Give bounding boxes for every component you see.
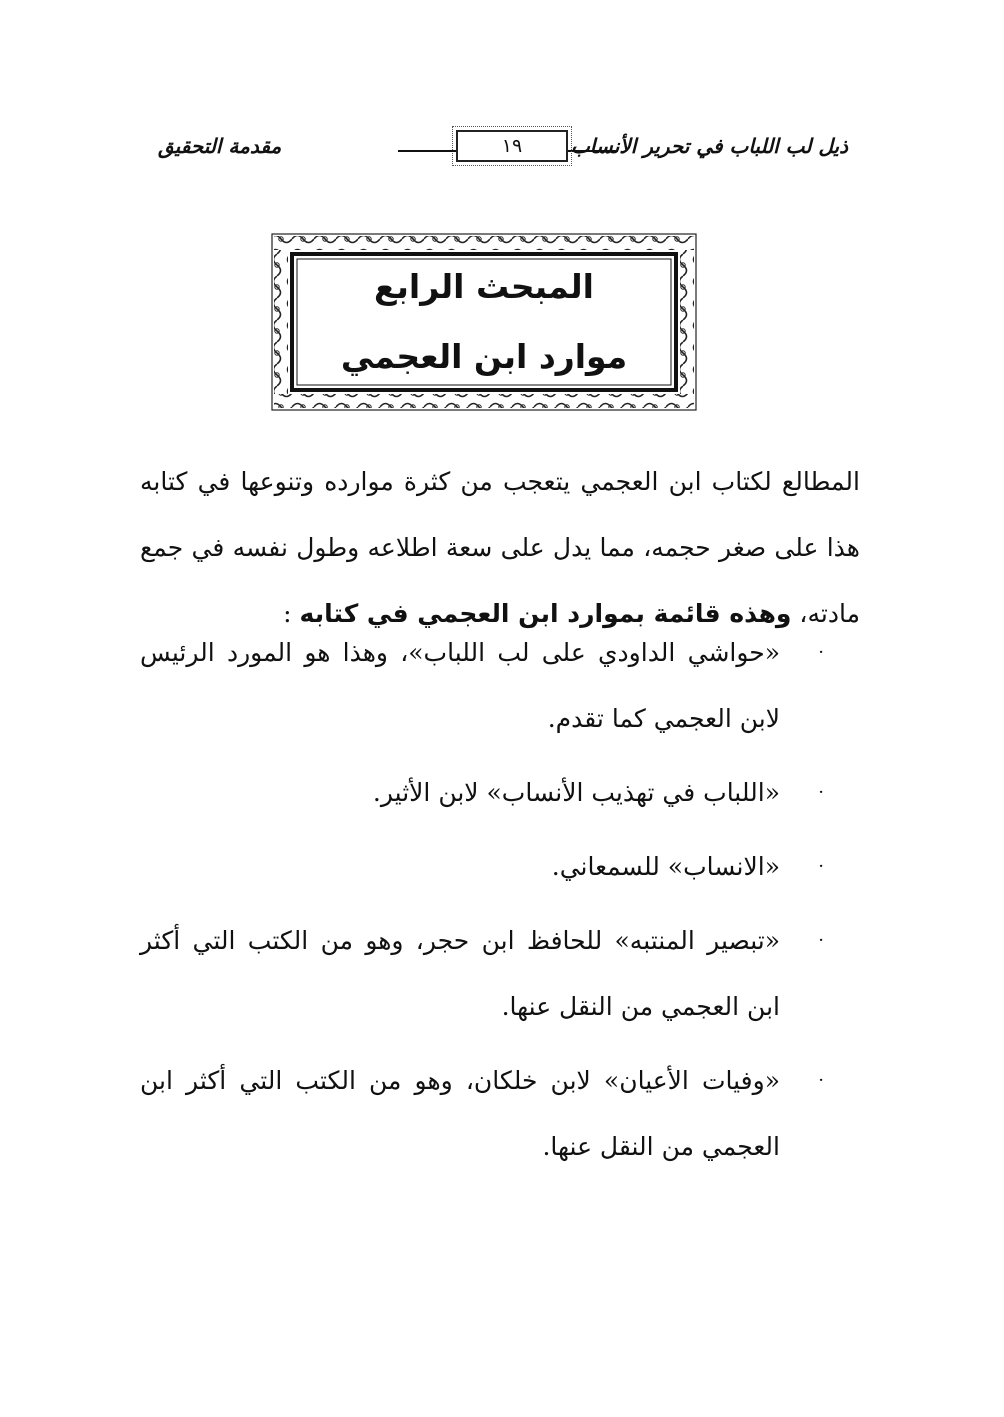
list-item — [140, 908, 860, 1040]
sources-list — [140, 620, 860, 1180]
bullet-icon: · — [818, 856, 824, 877]
intro-trailing: : — [283, 599, 292, 628]
list-item — [140, 760, 860, 826]
intro-paragraph — [140, 449, 860, 647]
bullet-icon: · — [818, 1070, 824, 1091]
book-title: ذيل لب اللباب في تحرير الأنساب — [570, 134, 848, 158]
header-rule-left — [398, 150, 456, 152]
list-item — [140, 834, 860, 900]
intro-bold-text: وهذه قائمة بموارد ابن العجمي في كتابه — [299, 599, 792, 628]
header-rule-right — [568, 150, 618, 152]
section-title: مقدمة التحقيق — [158, 134, 282, 158]
running-header — [158, 126, 848, 168]
chapter-subtitle: موارد ابن العجمي — [340, 337, 628, 376]
bullet-icon: · — [818, 930, 824, 951]
intro-text: المطالع لكتاب ابن العجمي يتعجب من كثرة موارده وتنوعها في كتابه هذا على صغر حجمه، مما يدل على سعة اطلاعه وطول نفسه في جمع مادته، — [140, 467, 860, 628]
source-text: «حواشي الداودي على لب اللباب»، وهذا هو المورد الرئيس لابن العجمي كما تقدم. — [140, 638, 780, 733]
bullet-icon: · — [818, 782, 824, 803]
source-text: «الانساب» للسمعاني. — [551, 852, 780, 881]
source-text: «تبصير المنتبه» للحافظ ابن حجر، وهو من الكتب التي أكثر ابن العجمي من النقل عنها. — [140, 926, 780, 1021]
list-item — [140, 620, 860, 752]
source-text: «اللباب في تهذيب الأنساب» لابن الأثير. — [372, 778, 780, 807]
chapter-title-frame — [270, 232, 698, 412]
source-text: «وفيات الأعيان» لابن خلكان، وهو من الكتب التي أكثر ابن العجمي من النقل عنها. — [140, 1066, 780, 1161]
chapter-title: المبحث الرابع — [374, 267, 594, 306]
bullet-icon: · — [818, 642, 824, 663]
page-number: ١٩ — [456, 130, 568, 162]
list-item — [140, 1048, 860, 1180]
